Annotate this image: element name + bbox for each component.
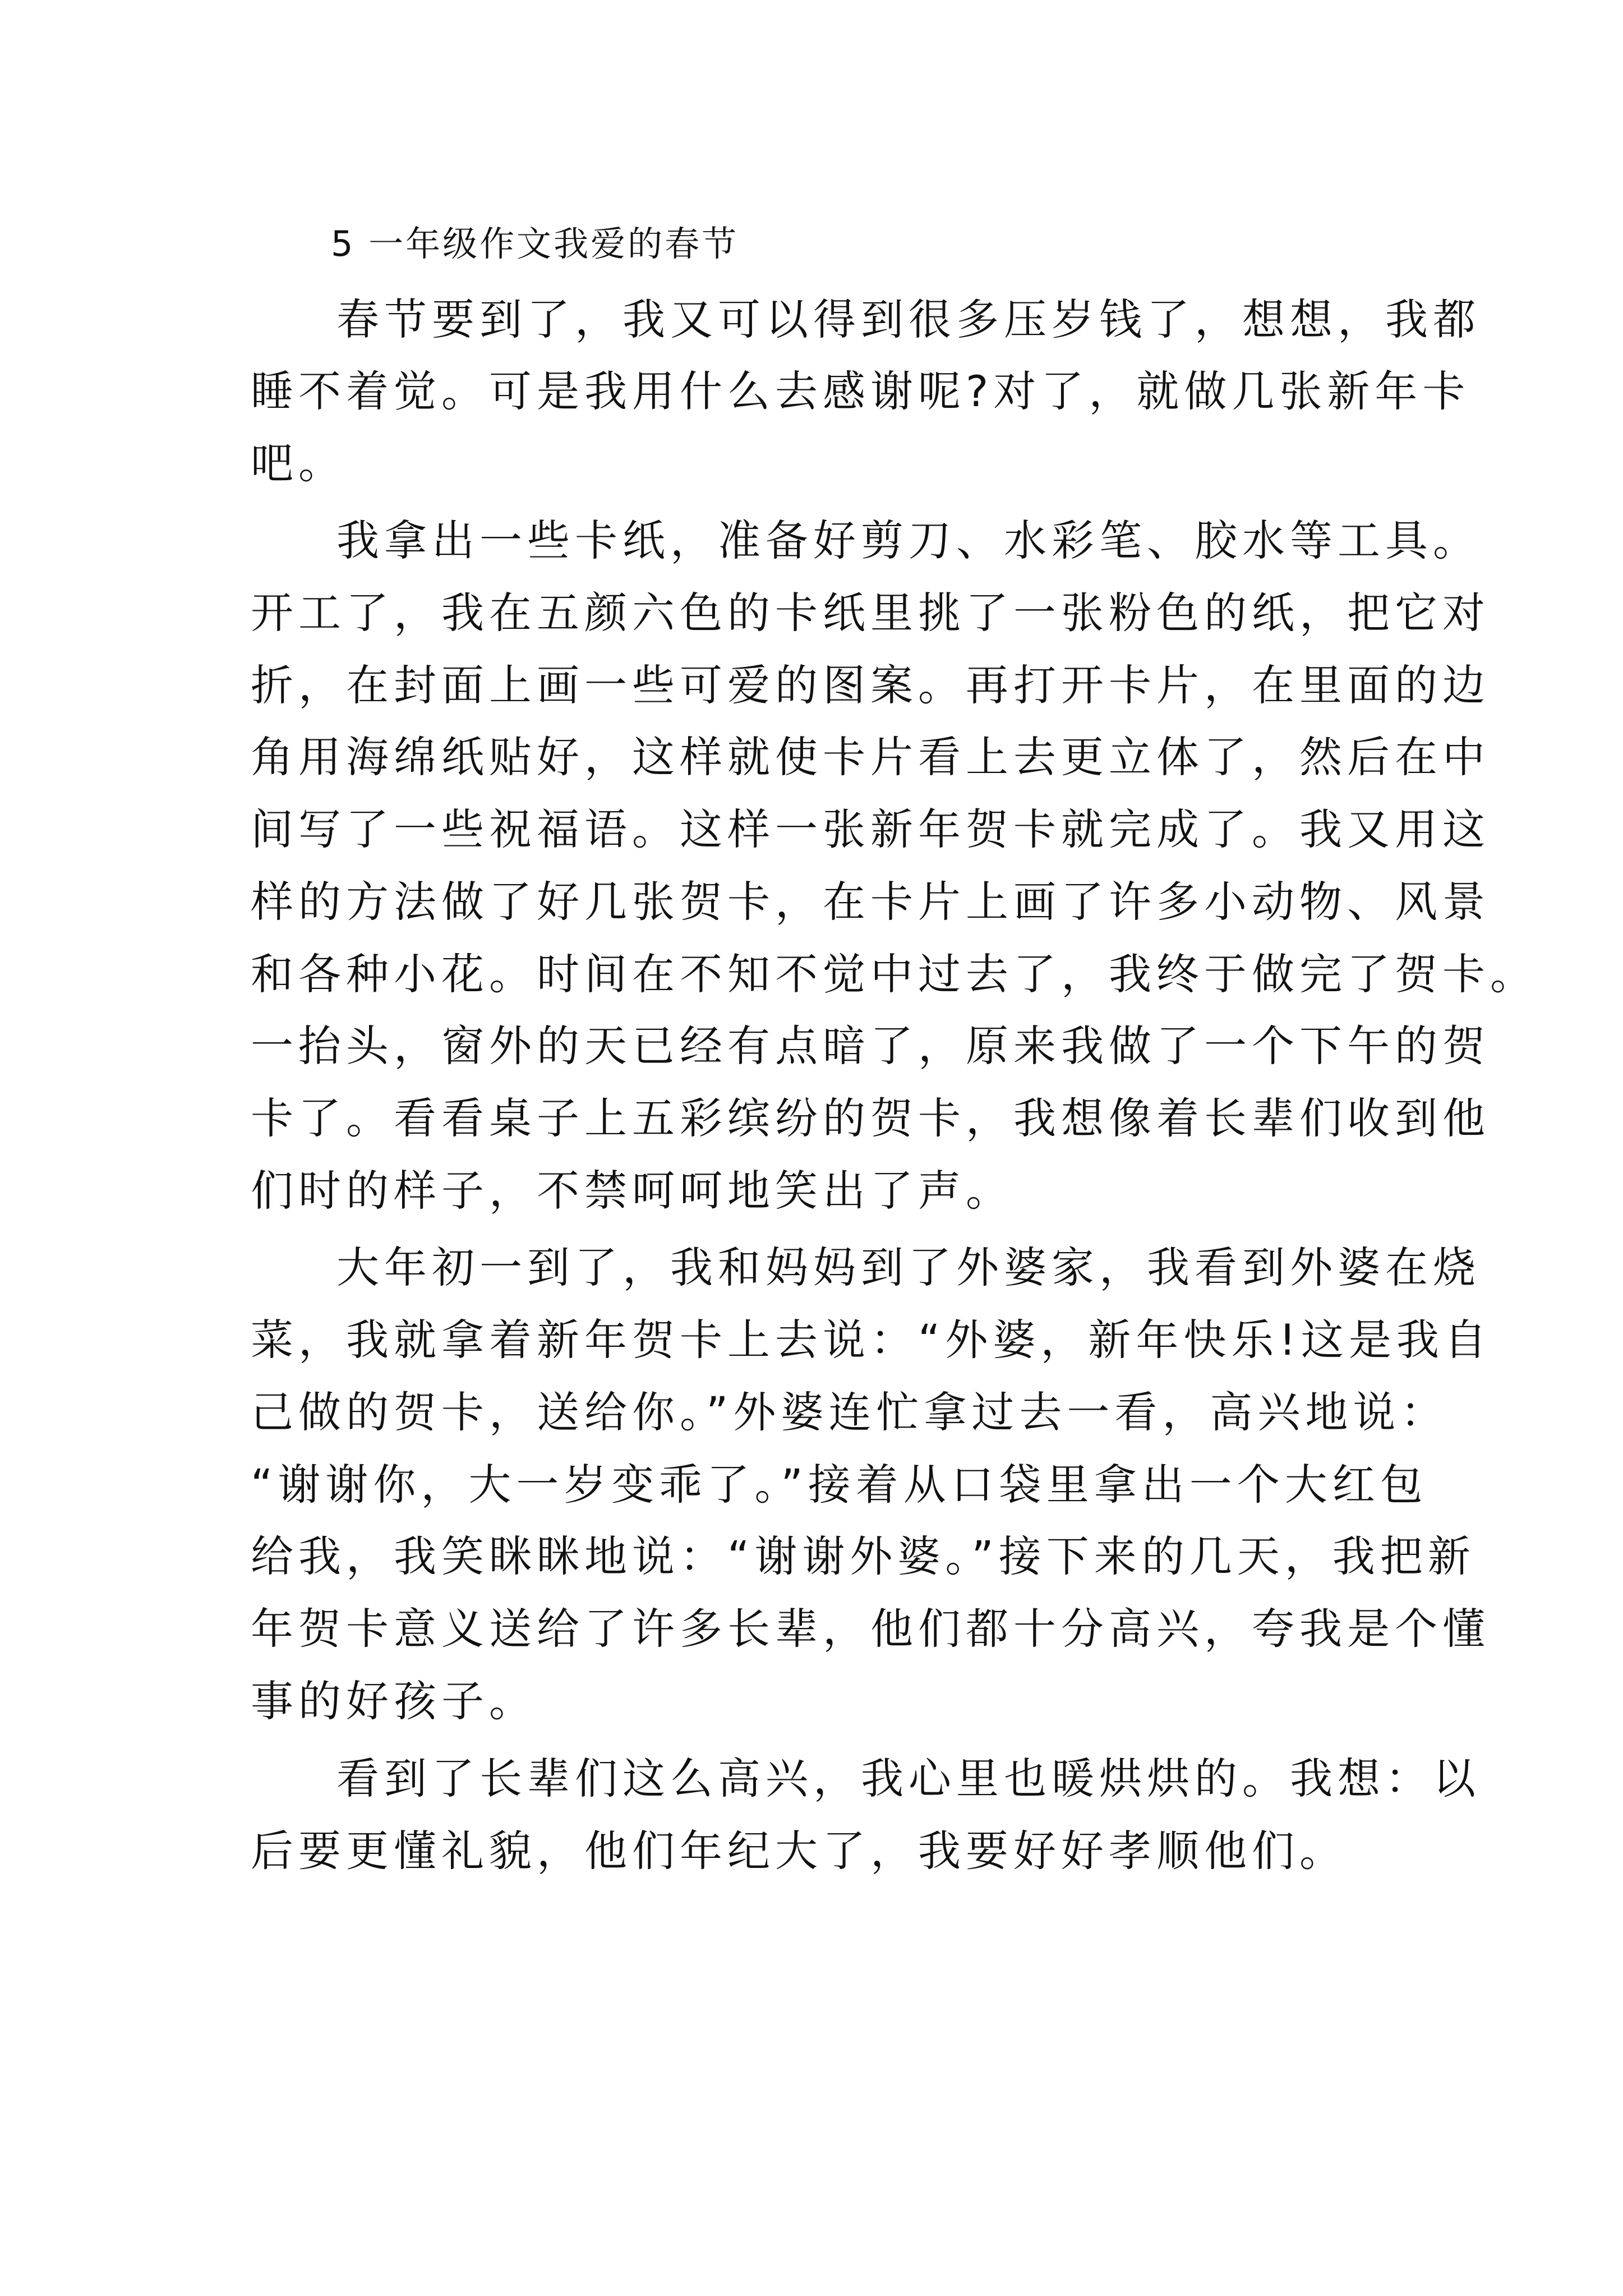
- text-line: 吧。: [251, 438, 346, 488]
- text-line: 睡不着觉。可是我用什么去感谢呢?对了，就做几张新年卡: [251, 366, 1470, 416]
- text-line: 们时的样子，不禁呵呵地笑出了声。: [251, 1166, 1013, 1216]
- document-title: 5 一年级作文我爱的春节: [331, 223, 739, 264]
- text-line: 菜，我就拿着新年贺卡上去说：“外婆，新年快乐!这是我自: [251, 1315, 1492, 1365]
- text-line: 开工了，我在五颜六色的卡纸里挑了一张粉色的纸，把它对: [251, 588, 1490, 638]
- text-line: 卡了。看看桌子上五彩缤纷的贺卡，我想像着长辈们收到他: [251, 1093, 1490, 1143]
- text-line: 大年初一到了，我和妈妈到了外婆家，我看到外婆在烧: [336, 1243, 1481, 1292]
- text-line: 角用海绵纸贴好，这样就使卡片看上去更立体了，然后在中: [251, 732, 1490, 782]
- text-line: 春节要到了，我又可以得到很多压岁钱了，想想，我都: [336, 295, 1481, 344]
- text-line: 看到了长辈们这么高兴，我心里也暖烘烘的。我想：以: [336, 1754, 1481, 1803]
- text-line: 间写了一些祝福语。这样一张新年贺卡就完成了。我又用这: [251, 804, 1490, 854]
- text-line: 我拿出一些卡纸，准备好剪刀、水彩笔、胶水等工具。: [336, 516, 1481, 565]
- text-line: 事的好孩子。: [251, 1676, 537, 1726]
- text-line: 折，在封面上画一些可爱的图案。再打开卡片，在里面的边: [251, 660, 1490, 710]
- text-line: 己做的贺卡，送给你。”外婆连忙拿过去一看，高兴地说：: [251, 1387, 1449, 1437]
- text-line: 给我，我笑眯眯地说：“谢谢外婆。”接下来的几天，我把新: [251, 1531, 1476, 1581]
- text-line: 年贺卡意义送给了许多长辈，他们都十分高兴，夸我是个懂: [251, 1604, 1490, 1654]
- text-line: “谢谢你，大一岁变乖了。”接着从口袋里拿出一个大红包: [251, 1460, 1428, 1510]
- text-line: 一抬头，窗外的天已经有点暗了，原来我做了一个下午的贺: [251, 1021, 1490, 1071]
- text-line: 样的方法做了好几张贺卡，在卡片上画了许多小动物、风景: [251, 877, 1490, 927]
- text-line: 和各种小花。时间在不知不觉中过去了，我终于做完了贺卡。: [251, 949, 1538, 999]
- text-line: 后要更懂礼貌，他们年纪大了，我要好好孝顺他们。: [251, 1826, 1347, 1876]
